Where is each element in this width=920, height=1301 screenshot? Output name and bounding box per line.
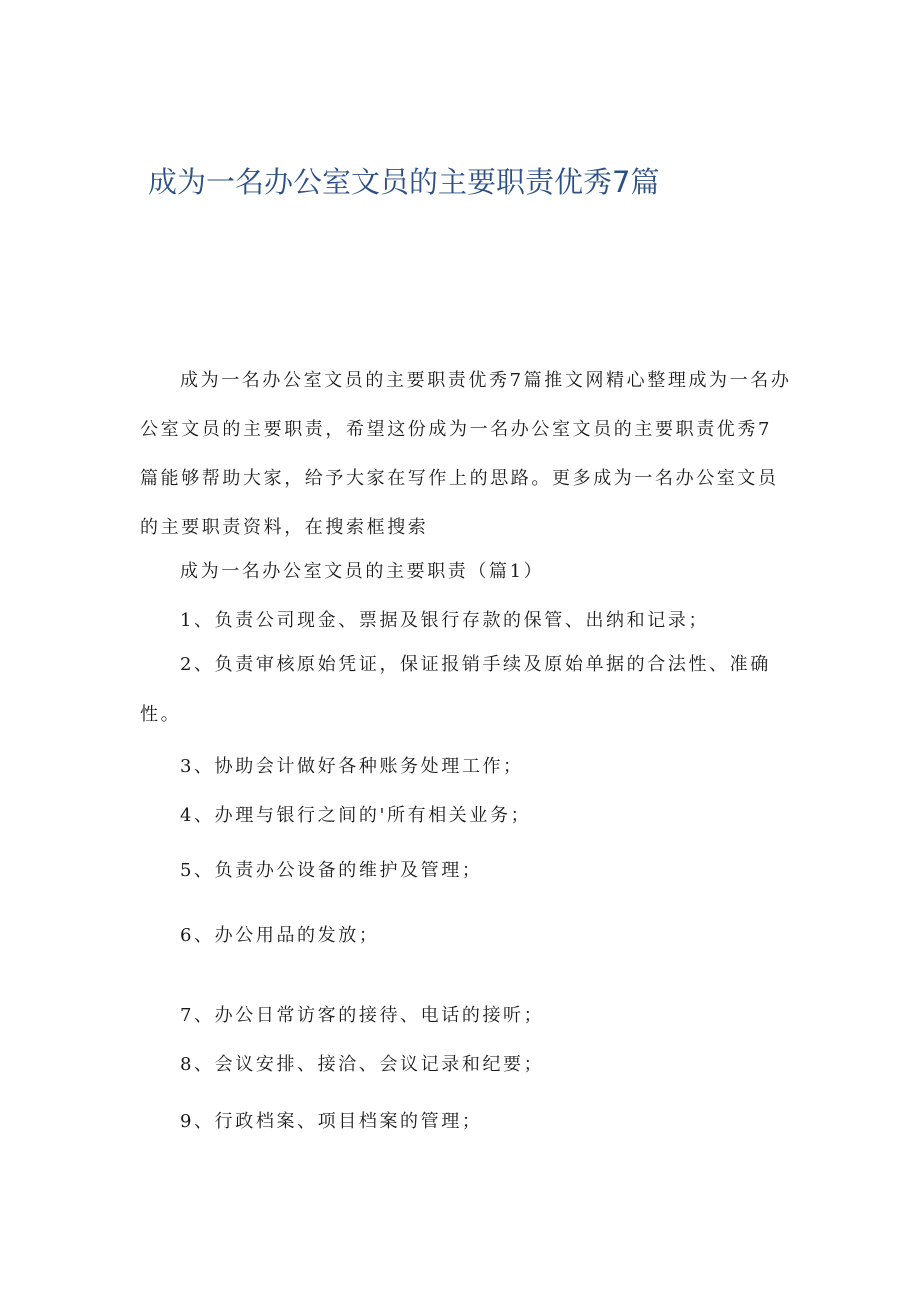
list-item: 4、办理与银行之间的'所有相关业务； [180, 805, 532, 826]
list-item: 6、办公用品的发放； [180, 925, 380, 946]
list-item: 3、协助会计做好各种账务处理工作； [180, 756, 524, 777]
list-item: 7、办公日常访客的接待、电话的接听； [180, 1005, 545, 1026]
list-item: 2、负责审核原始凭证，保证报销手续及原始单据的合法性、准确性。 [140, 654, 771, 725]
section-heading: 成为一名办公室文员的主要职责（篇1） [180, 561, 545, 582]
list-item: 8、会议安排、接洽、会议记录和纪要； [180, 1054, 545, 1075]
list-item: 5、负责办公设备的维护及管理； [180, 860, 483, 881]
list-item: 1、负责公司现金、票据及银行存款的保管、出纳和记录； [180, 610, 710, 631]
list-item: 9、行政档案、项目档案的管理； [180, 1111, 483, 1132]
document-title: 成为一名办公室文员的主要职责优秀7篇 [148, 165, 660, 199]
intro-paragraph: 成为一名办公室文员的主要职责优秀7篇推文网精心整理成为一名办公室文员的主要职责，希望这份成为一名办公室文员的主要职责优秀7篇能够帮助大家，给予大家在写作上的思路。更多成为一名办公室文员的主要职责资料，在搜索框搜索 [140, 370, 792, 538]
